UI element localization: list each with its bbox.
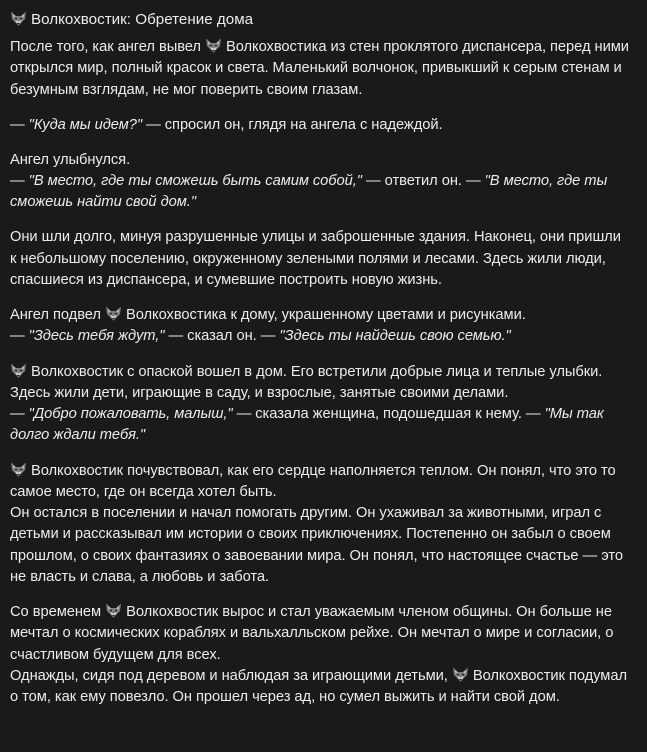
story-text: Ангел улыбнулся. [10,151,131,168]
story-text: Волкохвостика к дому, украшенному цветами и рисунками. [125,307,526,324]
quoted-speech: "В место, где ты сможешь найти свой дом." [10,173,608,211]
wolf-icon [205,38,222,53]
story-text: Ангел подвел [10,307,105,324]
wolf-icon [10,11,27,26]
story-text: После того, как ангел вывел [10,39,205,55]
story-text: — [10,406,29,423]
story-text: Волкохвостик подумал о том, как ему повезло. Он прошел через ад, но сумел выжить и найти свой дом. [10,668,627,706]
story-text: — [10,173,29,190]
story-paragraph [10,602,631,708]
story-text: — сказал он. — [164,328,280,345]
quoted-speech: "Мы так долго ждали тебя." [10,406,604,444]
story-paragraph [10,305,631,348]
wolf-icon [10,363,27,378]
story-text: — сказала женщина, подошедшая к нему. — [232,406,545,423]
story-text: — [10,328,29,345]
story-paragraph [10,37,631,101]
story-title-text: Волкохвостик: Обретение дома [31,11,254,28]
story-text: Они шли долго, минуя разрушенные улицы и заброшенные здания. Наконец, они пришли к небольшому поселению, окруженному зелеными полями и лесами. Здесь жили люди, спасшиеся из диспансера, и сумевшие построить новую жизнь. [10,229,621,289]
story-text: — [10,116,29,133]
story-text: Со временем [10,604,106,621]
story-body [10,37,631,709]
story-text: Волкохвостик с опаской вошел в дом. Его встретили добрые лица и теплые улыбки. Здесь жили дети, играющие в саду, и взрослые, занятые своими делами. [10,363,603,401]
story-paragraph [10,362,631,447]
wolf-icon [105,603,122,618]
story-text: — ответил он. — [361,173,485,190]
quoted-speech: "Куда мы идем?" [28,116,143,133]
quoted-speech: "Здесь тебя ждут," [28,328,165,345]
story-title [10,9,631,31]
story-paragraph [10,461,631,589]
story-text: Волкохвостик вырос и стал уважаемым членом общины. Он больше не мечтал о космических кораблях и вальхалльском рейхе. Он мечтал о мире и согласии, о счастливом будущем для всех. [10,604,614,663]
quoted-speech: "Добро пожаловать, малыш," [28,406,233,423]
story-text: Однажды, сидя под деревом и наблюдая за играющими детьми, [10,668,452,684]
story-paragraph [10,150,631,214]
story-text: Он остался в поселении и начал помогать другим. Он ухаживал за животными, играл с детьми и рассказывал им истории о своих приключениях. Постепенно он забыл о своем прошлом, о своих фантазиях о завоевании мира. Он понял, что настоящее счастье — это не власть и слава, а любовь и забота. [10,505,623,586]
story-paragraph [10,115,631,136]
wolf-icon [10,462,27,477]
story-text: — спросил он, глядя на ангела с надеждой. [142,116,443,133]
story-text: Волкохвостик почувствовал, как его сердце наполняется теплом. Он понял, что это то самое место, где он всегда хотел быть. [10,462,616,500]
story-text: Волкохвостика из стен проклятого диспансера, перед ними открылся мир, полный красок и света. Маленький волчонок, привыкший к серым стенам и безумным взглядам, не мог поверить своим глазам. [10,39,629,98]
quoted-speech: "В место, где ты сможешь быть самим собой," [28,173,362,190]
story-paragraph [10,227,631,291]
wolf-icon [105,306,122,321]
quoted-speech: "Здесь ты найдешь свою семью." [279,328,511,345]
wolf-icon [452,667,469,682]
